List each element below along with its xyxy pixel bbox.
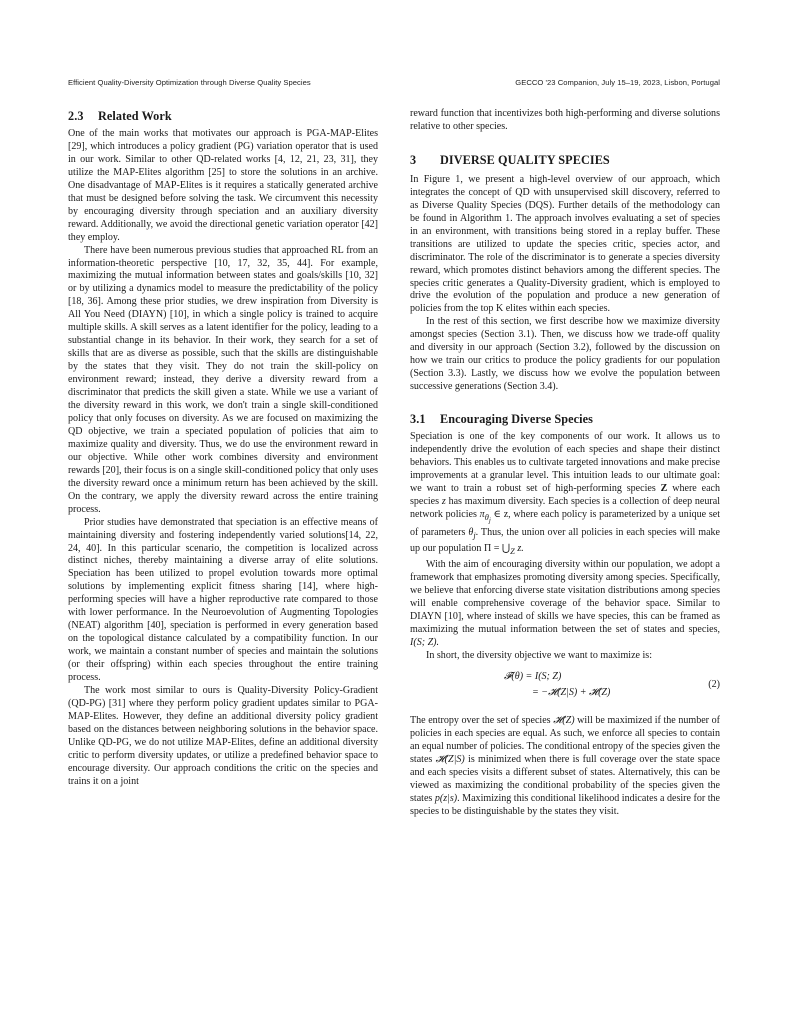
section-number: 3 (410, 152, 417, 167)
equation-2 (410, 671, 720, 707)
section-3-heading (410, 152, 720, 168)
section-title: DIVERSE QUALITY SPECIES (440, 152, 610, 167)
section-number: 3.1 (410, 412, 426, 427)
running-header (68, 78, 720, 87)
diversity-framework-paragraph: With the aim of encouraging diversity within our population, we adopt a framework that emphasizes promoting diversity among species. Specifically, we believe that enforcing diverse state visitation distributions among species will enable comprehensive coverage of the behavior space. Similar to DIAYN [10], where instead of skills we have species, this can be framed as maximizing the mutual information between the set of states and species, I(S; Z). (410, 559, 720, 649)
equation-line-2: = −𝓗(Z|S) + 𝓗(Z) (532, 686, 611, 698)
related-work-paragraph-3: Prior studies have demonstrated that speciation is an effective means of maintaining diversity and fostering independently varied solutions[14, 22, 24, 40]. In this particular scenario, the competition is localized across distinct niches, thereby maintaining a diverse array of elite solutions. Speciation has been utilized to propel evolution towards more optimal solutions by implementing explicit fitness sharing [14], where high-performing species will have a higher reproductive rate compared to those with lower performance. In the Neuroevolution of Augmenting Topologies (NEAT) algorithm [40], speciation is performed in every generation based on the topological distance calculated by a compatibility function. In our work, we maintain a constant number of species and maintain the solutions (or their offspring) within each species throughout the entire training process. (68, 516, 378, 684)
section-2-3-heading (68, 108, 378, 124)
section-title: Encouraging Diverse Species (440, 412, 594, 427)
dqs-paragraph-2: In the rest of this section, we first describe how we maximize diversity amongst species (Section 3.1). Then, we discuss how we trade-off quality and diversity in our approach (Section 3.2), followed by the discussion on how we train our critics to produce the policy gradients for our population (Section 3.3). Lastly, we discuss how we evolve the population between successive generations (Section 3.4). (410, 316, 720, 393)
section-number: 2.3 (68, 109, 84, 123)
header-venue: GECCO '23 Companion, July 15–19, 2023, Lisbon, Portugal (515, 78, 720, 87)
dqs-paragraph-1: In Figure 1, we present a high-level overview of our approach, which integrates the concept of QD with unsupervised skill discovery, referred to as Diverse Quality Species (DQS). Further details of the methodology can be found in Algorithm 1. The approach involves evaluating a set of species in an environment, with transitions being stored in a replay buffer. These transitions are utilized to update the species critic, species actor, and discriminator. The role of the discriminator is to generate a species diversity reward, which promotes distinct behaviors among the different species. The species critic generates a Quality-Diversity gradient, which is employed to drive the evolution of the population and produce a new generation of policies from the top K elites within each species. (410, 173, 720, 315)
objective-intro: In short, the diversity objective we want to maximize is: (426, 650, 653, 662)
entropy-paragraph: The entropy over the set of species 𝓗(Z) will be maximized if the number of policies in each species are equal. As such, we enforce all species to contain an equal number of policies. The conditional entropy of the species given the states 𝓗(Z|S) is minimized when there is full coverage over the state space and each species visits a different subset of states. Alternatively, this can be viewed as maximizing the conditional probability of the species given the states p(z|s). Maximizing this conditional likelihood indicates a desire for the species to be distinguishable by the states they visit. (410, 714, 721, 817)
right-column (410, 108, 720, 819)
section-3-1-heading (410, 411, 720, 427)
section-title: Related Work (98, 109, 172, 123)
left-column (68, 108, 378, 789)
equation-number: (2) (708, 678, 720, 690)
equation-line-1: 𝓕(θ) = I(S; Z) (504, 670, 562, 682)
related-work-paragraph-2: There have been numerous previous studies that approached RL from an information-theoretic perspective [10, 17, 32, 35, 44]. For example, maximizing the mutual information between states and goals/skills [10, 32] or by utilizing a dynamics model to measure the predictability of the policy [18, 36]. Among these prior studies, we drew inspiration from Diversity is All You Need (DIAYN) [10], in which a single policy is trained to acquire multiple skills. A skill serves as a latent identifier for the policy, leading to a substantial change in its behavior. In their work, they search for a set of skills that are as diverse as possible, such that the skills are distinguishable by the states that they visit. They do not train the skill-policy on environment reward; instead, they derive a diversity reward from a discriminator that predicts the skill given a state. While we use a variant of the diversity reward in this work, we don't train a single skill-conditioned policy that only focuses on diversity. As we are focused on maximizing the QD objective, we train a speciated population of policies that aim to maximize quality and diversity. Thus, we do use the environment reward in our objective. While other work combines diversity and environment rewards [20], their focus is on a single skill-conditioned policy that only uses the diversity reward once a minimum return has been achieved by the skill. On the contrary, we apply the diversity reward across the entire training process. (68, 244, 378, 515)
speciation-paragraph: Speciation is one of the key components of our work. It allows us to independently drive the evolution of each species and shape their distinct behaviors. This enables us to cultivate targeted innovations and make precise improvements at a granular level. This intuition leads to our ultimate goal: we want to train a robust set of high-performing species Z where each species z has maximum diversity. Each species is a collection of deep neural network policies $\pi_{\theta_j}$ ∈ z, where each policy is parameterized by a unique set of parameters $\theta_j$. Thus, the union over all policies in each species will make up our population $\Pi = ⋃_Z$ z. (410, 431, 721, 557)
related-work-paragraph-1: One of the main works that motivates our approach is PGA-MAP-Elites [29], which introduces a policy gradient (PG) variation operator that is used in our work. Similar to other QD-related works [4, 12, 21, 23, 31], they utilize the MAP-Elites algorithm [25] to store the solutions in an archive. One disadvantage of MAP-Elites is it requires a statically generated archive that must be designed before solving the task. We circumvent this necessity by encouraging diversity through speciation and an auxiliary diversity reward. Additionally, we avoid the directional genetic variation operator [42] they employ. (68, 128, 378, 243)
continued-paragraph: reward function that incentivizes both high-performing and diverse solutions relative to other species. (410, 108, 720, 132)
header-paper-title: Efficient Quality-Diversity Optimization through Diverse Quality Species (68, 78, 311, 87)
related-work-paragraph-4: The work most similar to ours is Quality-Diversity Policy-Gradient (QD-PG) [31] where they perform policy gradient updates similar to PGA-MAP-Elites. However, they define an additional diversity policy gradient based on the distances between neighboring solutions in the behavior space. Unlike QD-PG, we do not utilize MAP-Elites, define an additional diversity critic to perform diversity updates, or utilize a predefined behavior space to encourage diversity. Our approach conditions the critic on the species and trains it on a joint (68, 684, 378, 787)
